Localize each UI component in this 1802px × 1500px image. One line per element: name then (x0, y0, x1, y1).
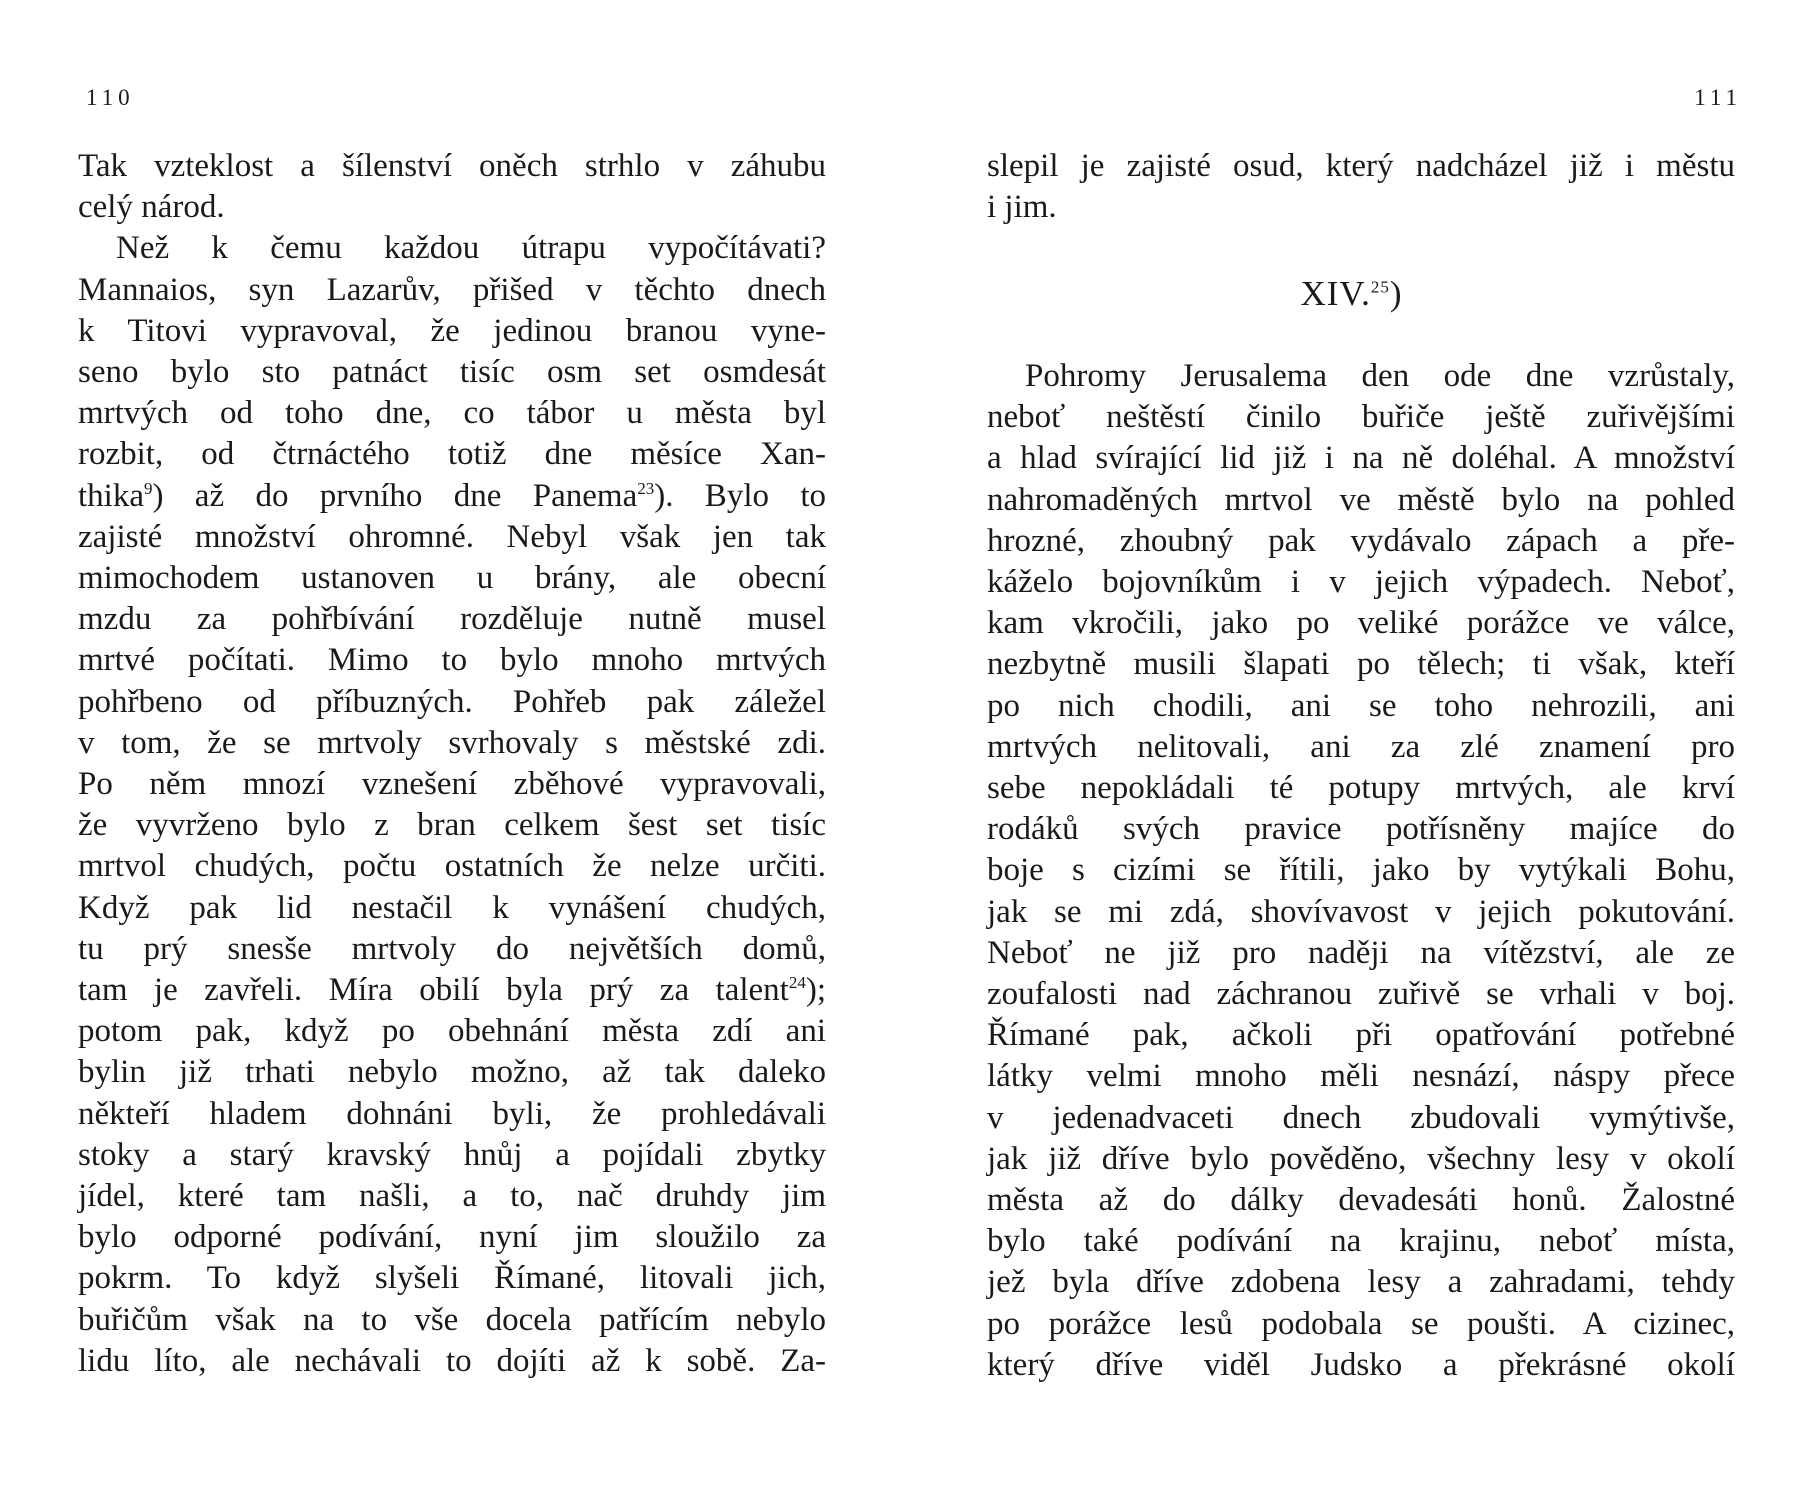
text-line: rozbit, od čtrnáctého totiž dne měsíce Xan- (78, 436, 826, 473)
text-line: buřičům však na to vše docela patřícím nebylo (78, 1301, 826, 1338)
text-line: mrtvých nelitovali, ani za zlé znamení pro (987, 728, 1735, 765)
text-line: jež byla dříve zdobena lesy a zahradami, tehdy (987, 1264, 1735, 1301)
text-fragment: thika (78, 477, 144, 514)
text-line: stoky a starý kravský hnůj a pojídali zbytky (78, 1136, 826, 1173)
text-line: že vyvrženo bylo z bran celkem šest set tisíc (78, 807, 826, 844)
text-line-with-notes (78, 476, 826, 517)
footnote-ref: 9 (143, 478, 153, 498)
text-line: pokrm. To když slyšeli Římané, litovali jich, (78, 1260, 826, 1297)
text-line: bylo také podívání na krajinu, neboť místa, (987, 1223, 1735, 1260)
text-line: bylo odporné podívání, nyní jim sloužilo za (78, 1219, 826, 1256)
text-line: někteří hladem dohnáni byli, že prohledávali (78, 1095, 826, 1132)
text-line: hrozné, zhoubný pak vydávalo zápach a pře- (987, 522, 1735, 559)
text-line: zoufalosti nad záchranou zuřivě se vrhali v boj. (987, 976, 1735, 1013)
text-line: mrtvých od toho dne, co tábor u města byl (78, 395, 826, 432)
text-line: jak již dříve bylo pověděno, všechny lesy v okolí (987, 1140, 1735, 1177)
right-page-top-text (987, 146, 1735, 228)
text-line: nezbytně musili šlapati po tělech; ti však, kteří (987, 646, 1735, 683)
text-line: kam vkročili, jako po veliké porážce ve válce, (987, 605, 1735, 642)
left-page-text (78, 146, 826, 1382)
text-fragment: ) až do prvního dne Panema (152, 477, 638, 514)
text-line: mzdu za pohřbívání rozděluje nutně musel (78, 601, 826, 638)
text-fragment: ); (805, 972, 826, 1009)
text-line: bylin již trhati nebylo možno, až tak daleko (78, 1054, 826, 1091)
text-line: jídel, které tam našli, a to, nač druhdy jim (78, 1178, 826, 1215)
chapter-heading (901, 276, 1802, 311)
text-line: Římané pak, ačkoli při opatřování potřebné (987, 1017, 1735, 1054)
text-line: mrtvol chudých, počtu ostatních že nelze určiti. (78, 848, 826, 885)
text-line: a hlad svírající lid již i na ně doléhal. A množství (987, 440, 1735, 477)
text-line: v tom, že se mrtvoly svrhovaly s městské zdi. (78, 724, 826, 761)
chapter-note-close: ) (1389, 274, 1403, 313)
text-line: Než k čemu každou útrapu vypočítávati? (116, 230, 826, 267)
footnote-ref: 24 (788, 973, 806, 993)
text-line: mimochodem ustanoven u brány, ale obecní (78, 560, 826, 597)
page-number-right: 111 (1694, 85, 1742, 110)
text-line: neboť neštěstí činilo buřiče ještě zuřivějšími (987, 399, 1735, 436)
text-line: Po něm mnozí vznešení zběhové vypravovali, (78, 766, 826, 803)
right-page-text (987, 356, 1735, 1386)
text-line: látky velmi mnoho měli nesnází, náspy přece (987, 1058, 1735, 1095)
text-line: rodáků svých pravice potřísněny majíce do (987, 811, 1735, 848)
text-line: jak se mi zdá, shovívavost v jejich pokutování. (987, 893, 1735, 930)
chapter-title: XIV. (1300, 274, 1371, 313)
text-line: sebe nepokládali té potupy mrtvých, ale krví (987, 770, 1735, 807)
text-line: potom pak, když po obehnání města zdí ani (78, 1013, 826, 1050)
text-line: boje s cizími se řítili, jako by vytýkali Bohu, (987, 852, 1735, 889)
text-line: i jim. (987, 189, 1057, 226)
text-line: po nich chodili, ani se toho nehrozili, ani (987, 687, 1735, 724)
text-fragment: tam je zavřeli. Míra obilí byla prý za talent (78, 972, 789, 1009)
text-line: Tak vzteklost a šílenství oněch strhlo v záhubu (78, 148, 826, 184)
text-line: v jedenadvaceti dnech zbudovali vymýtivše, (987, 1099, 1735, 1136)
text-line: mrtvé počítati. Mimo to bylo mnoho mrtvých (78, 642, 826, 679)
text-line: k Titovi vypravoval, že jedinou branou vyne- (78, 312, 826, 349)
text-line: Když pak lid nestačil k vynášení chudých, (78, 889, 826, 926)
text-line: města až do dálky devadesáti honů. Žalostné (987, 1182, 1735, 1219)
text-line: zajisté množství ohromné. Nebyl však jen tak (78, 518, 826, 555)
text-line: lidu líto, ale nechávali to dojíti až k sobě. Za- (78, 1342, 826, 1379)
text-line: Mannaios, syn Lazarův, přišed v těchto dnech (78, 271, 826, 308)
footnote-ref: 23 (637, 478, 655, 498)
footnote-ref: 25 (1370, 277, 1390, 297)
text-line: po porážce lesů podobala se poušti. A cizinec, (987, 1305, 1735, 1342)
text-line: který dříve viděl Judsko a překrásné okolí (987, 1346, 1735, 1383)
page-number-left: 110 (86, 85, 135, 110)
right-page (901, 0, 1802, 1500)
text-line: seno bylo sto patnáct tisíc osm set osmdesát (78, 354, 826, 391)
text-line: Pohromy Jerusalema den ode dne vzrůstaly, (1025, 358, 1735, 394)
text-line: tu prý snesše mrtvoly do největších domů, (78, 930, 826, 967)
text-line: slepil je zajisté osud, který nadcházel již i městu (987, 148, 1735, 184)
text-line: pohřbeno od příbuzných. Pohřeb pak záležel (78, 683, 826, 720)
text-line: nahromaděných mrtvol ve městě bylo na pohled (987, 481, 1735, 518)
text-line-with-notes (78, 970, 826, 1011)
text-line: káželo bojovníkům i v jejich výpadech. Neboť, (987, 564, 1735, 601)
text-line: Neboť ne již pro naději na vítězství, ale ze (987, 934, 1735, 971)
text-line: celý národ. (78, 189, 225, 226)
text-fragment: ). Bylo to (654, 477, 826, 514)
